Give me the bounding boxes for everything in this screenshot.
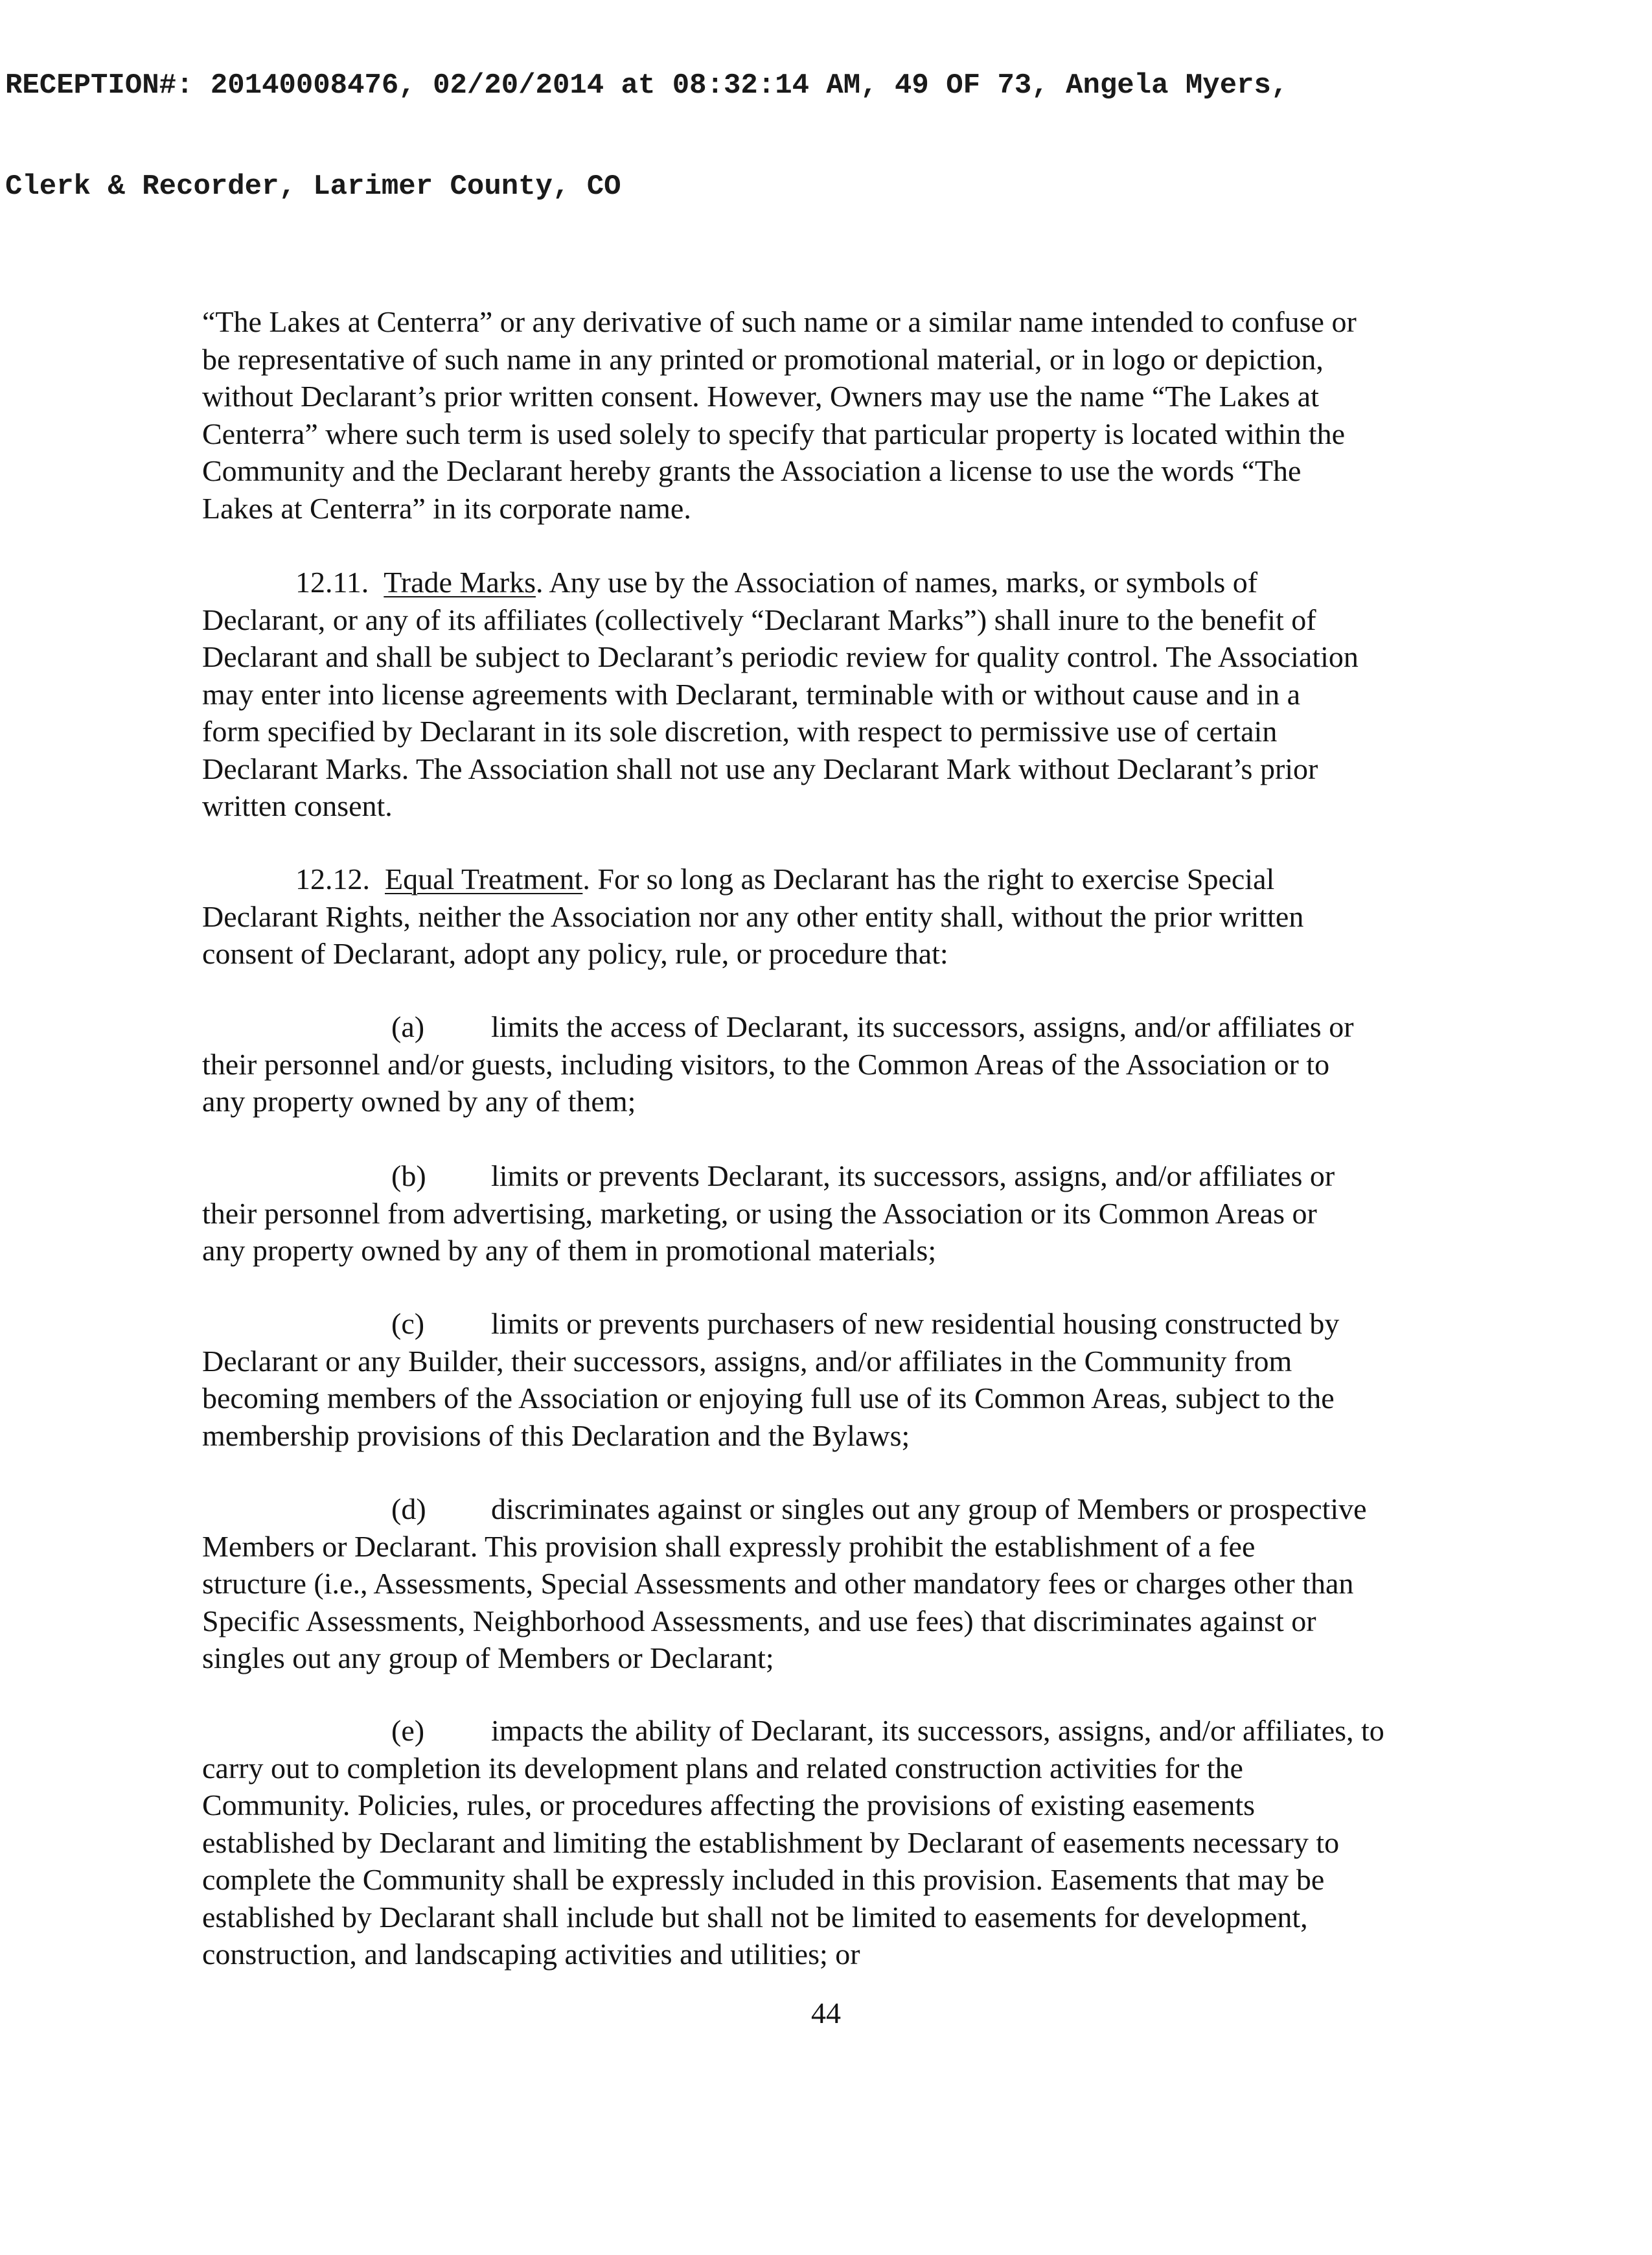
paragraph-line: Declarant and shall be subject to Declarant’s periodic review for quality control. The Association <box>202 640 1359 673</box>
list-item-first-line <box>202 1305 1464 1343</box>
list-item-c <box>202 1305 1464 1454</box>
paragraph-line: Declarant Marks. The Association shall not use any Declarant Mark without Declarant’s prior <box>202 752 1318 785</box>
paragraph-line: their personnel and/or guests, including visitors, to the Common Areas of the Association or to <box>202 1047 1330 1081</box>
list-item-d <box>202 1490 1464 1677</box>
paragraph-line: Declarant or any Builder, their successors, assigns, and/or affiliates in the Community from <box>202 1344 1292 1378</box>
paragraph-line: written consent. <box>202 789 393 822</box>
paragraph-line: Declarant, or any of its affiliates (collectively “Declarant Marks”) shall inure to the benefit of <box>202 603 1316 636</box>
list-item-b <box>202 1157 1464 1269</box>
paragraph-line: singles out any group of Members or Declarant; <box>202 1641 774 1674</box>
section-number: 12.12. <box>295 862 370 896</box>
section-first-line-text: . Any use by the Association of names, marks, or symbols of <box>535 566 1258 599</box>
section-first-line-text: . For so long as Declarant has the right to exercise Special <box>582 862 1275 896</box>
list-item-label: (a) <box>391 1010 425 1043</box>
paragraph-line: “The Lakes at Centerra” or any derivative of such name or a similar name intended to confuse or <box>202 305 1357 338</box>
list-item-first-text: limits or prevents purchasers of new residential housing constructed by <box>491 1307 1340 1340</box>
section-number: 12.11. <box>295 566 369 599</box>
list-item-label: (c) <box>391 1307 425 1340</box>
paragraph-line: becoming members of the Association or enjoying full use of its Common Areas, subject to the <box>202 1382 1335 1415</box>
paragraph-line: Declarant Rights, neither the Association nor any other entity shall, without the prior written <box>202 899 1304 933</box>
page-number: 44 <box>811 1996 841 2030</box>
list-item-first-line <box>202 1490 1464 1528</box>
paragraph-line: consent of Declarant, adopt any policy, rule, or procedure that: <box>202 937 948 970</box>
list-item-first-text: discriminates against or singles out any group of Members or prospective <box>491 1492 1367 1525</box>
recording-header-line-2: Clerk & Recorder, Larimer County, CO <box>5 170 621 203</box>
section-title: Equal Treatment <box>385 862 583 896</box>
paragraph-line: structure (i.e., Assessments, Special Assessments and other mandatory fees or charges other than <box>202 1567 1354 1600</box>
paragraph-line: without Declarant’s prior written consent. However, Owners may use the name “The Lakes at <box>202 380 1319 413</box>
paragraph-line: be representative of such name in any printed or promotional material, or in logo or depiction, <box>202 342 1324 376</box>
list-item-e <box>202 1712 1464 1973</box>
paragraph-line: may enter into license agreements with Declarant, terminable with or without cause and in a <box>202 677 1301 711</box>
section-first-line <box>202 861 1464 898</box>
section-12-12-equal-treatment <box>202 861 1464 973</box>
paragraph-line: construction, and landscaping activities and utilities; or <box>202 1937 860 1971</box>
list-item-first-text: limits or prevents Declarant, its successors, assigns, and/or affiliates or <box>491 1159 1335 1192</box>
paragraph-line: Community. Policies, rules, or procedures affecting the provisions of existing easements <box>202 1788 1256 1821</box>
recording-header <box>5 1 1288 237</box>
paragraph-line: Lakes at Centerra” in its corporate name. <box>202 491 691 525</box>
paragraph-line: Community and the Declarant hereby grants the Association a license to use the words “The <box>202 454 1302 487</box>
paragraph-line: form specified by Declarant in its sole discretion, with respect to permissive use of certain <box>202 715 1278 748</box>
recording-header-line-1: RECEPTION#: 20140008476, 02/20/2014 at 08:32:14 AM, 49 OF 73, Angela Myers, <box>5 69 1289 102</box>
section-first-line <box>202 564 1464 601</box>
section-title: Trade Marks <box>384 566 536 599</box>
paragraph-line: complete the Community shall be expressly included in this provision. Easements that may be <box>202 1863 1325 1896</box>
paragraph-line: carry out to completion its development plans and related construction activities for the <box>202 1751 1243 1785</box>
list-item-label: (b) <box>391 1159 426 1192</box>
list-item-label: (e) <box>391 1714 425 1747</box>
list-item-first-text: limits the access of Declarant, its successors, assigns, and/or affiliates or <box>491 1010 1354 1043</box>
list-item-label: (d) <box>391 1492 426 1525</box>
paragraph-line: Members or Declarant. This provision shall expressly prohibit the establishment of a fee <box>202 1529 1256 1563</box>
paragraph-line: any property owned by any of them; <box>202 1085 636 1118</box>
paragraph-line: established by Declarant shall include but shall not be limited to easements for development, <box>202 1900 1308 1934</box>
paragraph-line: Specific Assessments, Neighborhood Assessments, and use fees) that discriminates against or <box>202 1604 1316 1637</box>
paragraph-line: Centerra” where such term is used solely to specify that particular property is located within the <box>202 417 1346 450</box>
paragraph-line: any property owned by any of them in promotional materials; <box>202 1234 937 1267</box>
list-item-first-line <box>202 1157 1464 1195</box>
paragraph-line: established by Declarant and limiting the establishment by Declarant of easements necessary to <box>202 1825 1340 1859</box>
paragraph-line: membership provisions of this Declaration and the Bylaws; <box>202 1418 910 1452</box>
list-item-first-line <box>202 1008 1464 1046</box>
section-12-11-trade-marks <box>202 564 1464 825</box>
list-item-first-text: impacts the ability of Declarant, its successors, assigns, and/or affiliates, to <box>491 1714 1384 1747</box>
intro-paragraph <box>202 303 1464 527</box>
list-item-first-line <box>202 1712 1464 1750</box>
list-item-a <box>202 1008 1464 1120</box>
paragraph-line: their personnel from advertising, marketing, or using the Association or its Common Areas or <box>202 1196 1317 1230</box>
